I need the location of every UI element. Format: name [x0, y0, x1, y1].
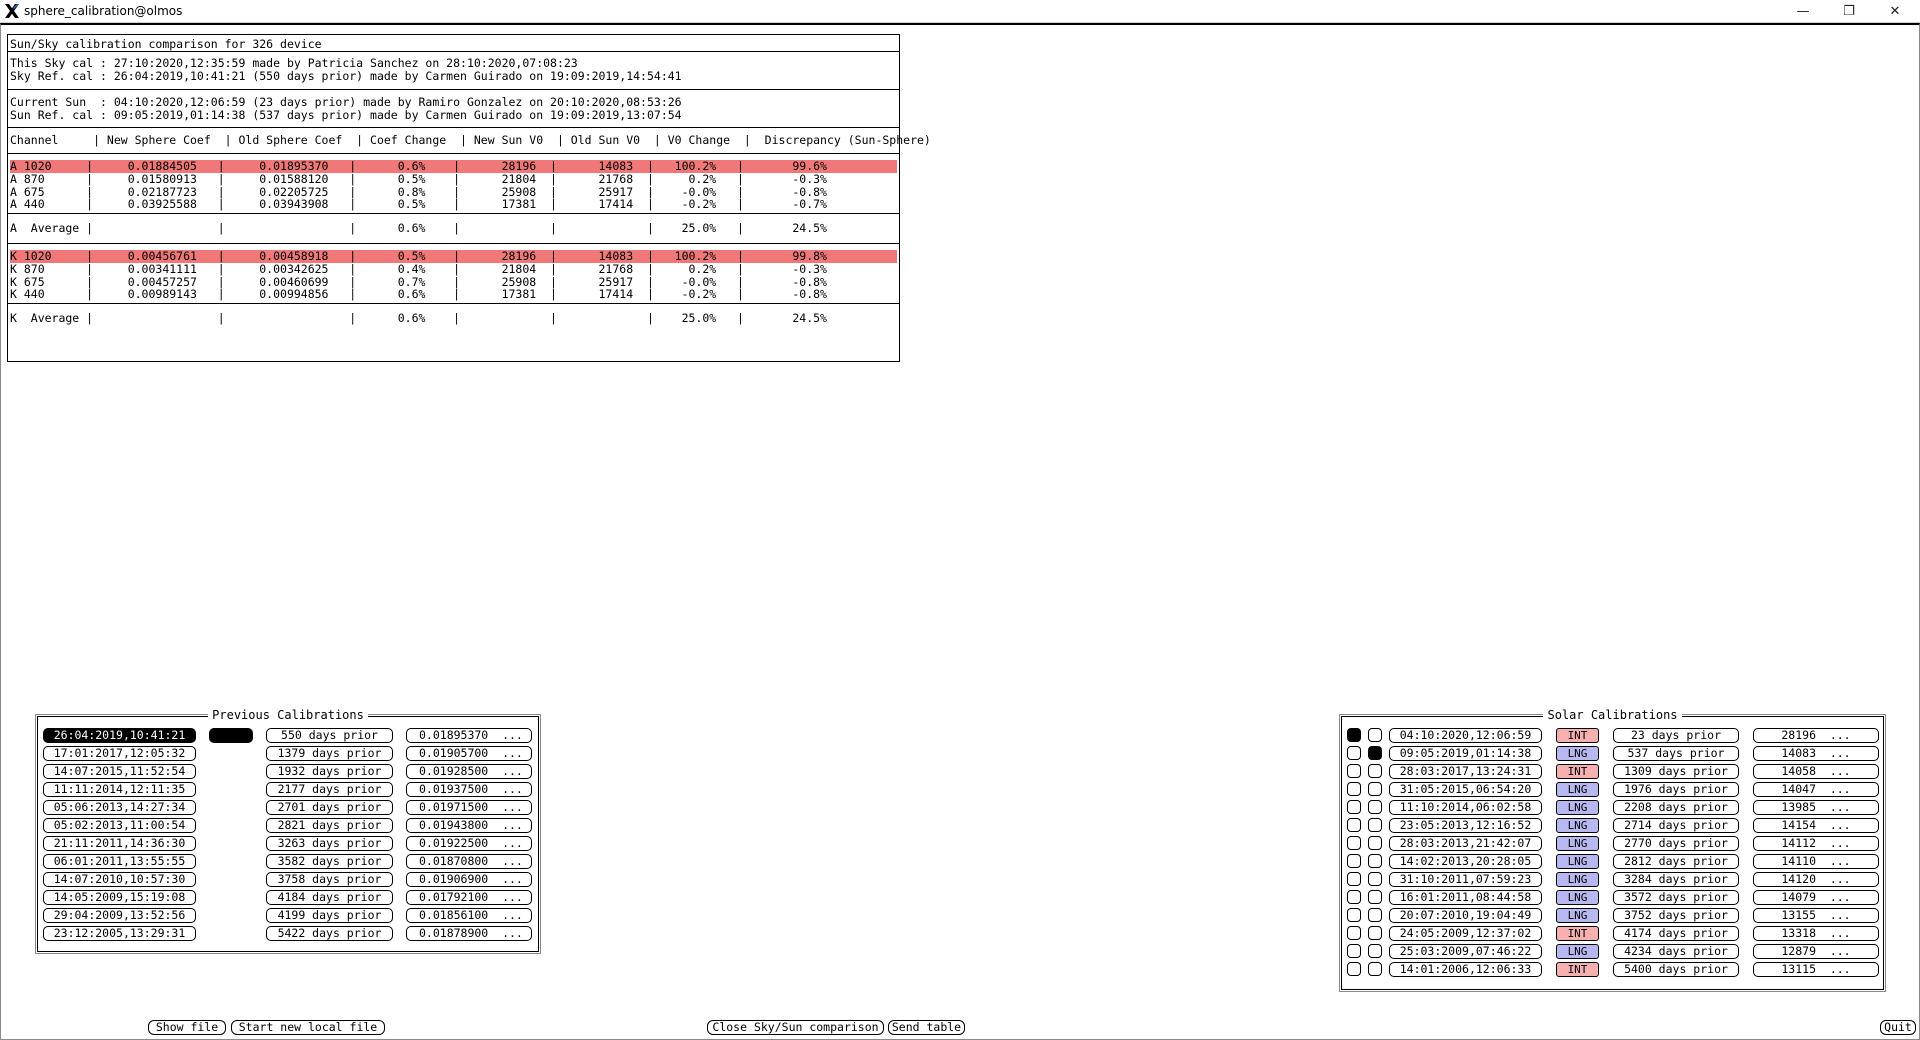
prev-cal-date-button[interactable]: 14:05:2009,15:19:08	[43, 890, 196, 905]
prev-cal-prior-label: 550 days prior	[266, 728, 393, 743]
solar-cal-date-button[interactable]: 16:01:2011,08:44:58	[1389, 890, 1542, 905]
prev-cal-coef-button[interactable]: 0.01937500 ...	[406, 782, 532, 797]
current-sun-line: Current Sun : 04:10:2020,12:06:59 (23 days prior) made by Ramiro Gonzalez on 20:10:2020,08:53:26	[10, 95, 682, 109]
solar-select-radio-a[interactable]	[1347, 746, 1361, 760]
sky-cal-line: This Sky cal : 27:10:2020,12:35:59 made by Patricia Sanchez on 28:10:2020,07:08:23	[10, 56, 578, 70]
prev-cal-date-button[interactable]: 05:02:2013,11:00:54	[43, 818, 196, 833]
solar-select-radio-a[interactable]	[1347, 944, 1361, 958]
solar-cal-prior-label: 3284 days prior	[1613, 872, 1739, 887]
table-row: K 440 | 0.00989143 | 0.00994856 | 0.6% | 17381 | 17414 | -0.2% | -0.8%	[10, 287, 827, 302]
prev-cal-date-button[interactable]: 17:01:2017,12:05:32	[43, 746, 196, 761]
solar-select-radio-a[interactable]	[1347, 800, 1361, 814]
solar-cal-v0-button[interactable]: 14047 ...	[1753, 782, 1879, 797]
solar-mode-badge: INT	[1556, 728, 1599, 743]
solar-cal-date-button[interactable]: 09:05:2019,01:14:38	[1389, 746, 1542, 761]
solar-mode-badge: INT	[1556, 962, 1599, 977]
solar-cal-prior-label: 2770 days prior	[1613, 836, 1739, 851]
solar-select-radio-a[interactable]	[1347, 728, 1361, 742]
sun-cal-info	[8, 90, 899, 128]
prev-cal-date-button[interactable]: 14:07:2015,11:52:54	[43, 764, 196, 779]
solar-select-radio-b[interactable]	[1368, 908, 1382, 922]
prev-cal-coef-button[interactable]: 0.01856100 ...	[406, 908, 532, 923]
sky-cal-info	[8, 52, 899, 90]
solar-cal-date-button[interactable]: 14:01:2006,12:06:33	[1389, 962, 1542, 977]
solar-select-radio-a[interactable]	[1347, 890, 1361, 904]
prev-cal-prior-label: 3263 days prior	[266, 836, 393, 851]
solar-cal-date-button[interactable]: 28:03:2017,13:24:31	[1389, 764, 1542, 779]
prev-cal-coef-button[interactable]: 0.01906900 ...	[406, 872, 532, 887]
prev-cal-date-button[interactable]: 06:01:2011,13:55:55	[43, 854, 196, 869]
prev-cal-prior-label: 1932 days prior	[266, 764, 393, 779]
solar-cal-prior-label: 1976 days prior	[1613, 782, 1739, 797]
a-average-row: A Average | | | 0.6% | | | 25.0% | 24.5%	[10, 221, 827, 235]
report-title: Sun/Sky calibration comparison for 326 device	[10, 37, 322, 51]
solar-select-radio-a[interactable]	[1347, 836, 1361, 850]
table-row: A 870 | 0.01580913 | 0.01588120 | 0.5% | 21804 | 21768 | 0.2% | -0.3%	[10, 171, 827, 186]
solar-cal-v0-button[interactable]: 14083 ...	[1753, 746, 1879, 761]
table-header: Channel | New Sphere Coef | Old Sphere Coef | Coef Change | New Sun V0 | Old Sun V0 | V0 Change | Discrepancy (Sun-Sphere)	[10, 133, 931, 147]
solar-cal-v0-button[interactable]: 14058 ...	[1753, 764, 1879, 779]
solar-cal-prior-label: 23 days prior	[1613, 728, 1739, 743]
solar-cal-prior-label: 3572 days prior	[1613, 890, 1739, 905]
solar-mode-badge: LNG	[1556, 800, 1599, 815]
close-icon[interactable]: ✕	[1889, 4, 1901, 19]
prev-cal-prior-label: 2177 days prior	[266, 782, 393, 797]
solar-cal-prior-label: 2208 days prior	[1613, 800, 1739, 815]
solar-select-radio-a[interactable]	[1347, 764, 1361, 778]
table-row: K 870 | 0.00341111 | 0.00342625 | 0.4% | 21804 | 21768 | 0.2% | -0.3%	[10, 261, 827, 276]
prev-cal-coef-button[interactable]: 0.01878900 ...	[406, 926, 532, 941]
solar-mode-badge: LNG	[1556, 836, 1599, 851]
solar-mode-badge: LNG	[1556, 854, 1599, 869]
solar-select-radio-a[interactable]	[1347, 818, 1361, 832]
prev-cal-prior-label: 5422 days prior	[266, 926, 393, 941]
solar-cal-prior-label: 2714 days prior	[1613, 818, 1739, 833]
solar-select-radio-a[interactable]	[1347, 962, 1361, 976]
solar-select-radio-b[interactable]	[1368, 782, 1382, 796]
solar-mode-badge: LNG	[1556, 782, 1599, 797]
k-average-row: K Average | | | 0.6% | | | 25.0% | 24.5%	[10, 311, 827, 325]
table-row: K 1020 | 0.00456761 | 0.00458918 | 0.5% | 28196 | 14083 | 100.2% | 99.8%	[10, 250, 897, 263]
prev-cal-selected-indicator	[209, 728, 253, 743]
solar-cal-prior-label: 4234 days prior	[1613, 944, 1739, 959]
show-file-button[interactable]: Show file	[148, 1020, 226, 1035]
solar-cal-date-button[interactable]: 24:05:2009,12:37:02	[1389, 926, 1542, 941]
prev-cal-prior-label: 2821 days prior	[266, 818, 393, 833]
prev-cal-date-button[interactable]: 26:04:2019,10:41:21	[43, 728, 196, 743]
solar-cal-date-button[interactable]: 28:03:2013,21:42:07	[1389, 836, 1542, 851]
solar-cal-prior-label: 5400 days prior	[1613, 962, 1739, 977]
solar-select-radio-b[interactable]	[1368, 890, 1382, 904]
prev-cal-prior-label: 2701 days prior	[266, 800, 393, 815]
solar-select-radio-a[interactable]	[1347, 782, 1361, 796]
window-title: sphere_calibration@olmos	[24, 4, 183, 18]
prev-cal-date-button[interactable]: 23:12:2005,13:29:31	[43, 926, 196, 941]
prev-cal-coef-button[interactable]: 0.01870800 ...	[406, 854, 532, 869]
solar-select-radio-b[interactable]	[1368, 764, 1382, 778]
prev-cal-coef-button[interactable]: 0.01922500 ...	[406, 836, 532, 851]
solar-select-radio-b[interactable]	[1368, 746, 1382, 760]
solar-cal-v0-button[interactable]: 13155 ...	[1753, 908, 1879, 923]
prev-cal-date-button[interactable]: 21:11:2011,14:36:30	[43, 836, 196, 851]
close-comparison-button[interactable]: Close Sky/Sun comparison	[707, 1020, 884, 1035]
solar-cal-date-button[interactable]: 31:10:2011,07:59:23	[1389, 872, 1542, 887]
prev-cal-date-button[interactable]: 11:11:2014,12:11:35	[43, 782, 196, 797]
solar-cal-date-button[interactable]: 25:03:2009,07:46:22	[1389, 944, 1542, 959]
solar-cal-v0-button[interactable]: 13318 ...	[1753, 926, 1879, 941]
quit-button[interactable]: Quit	[1880, 1020, 1916, 1035]
solar-mode-badge: INT	[1556, 764, 1599, 779]
x11-logo-icon	[4, 3, 20, 19]
prev-cal-date-button[interactable]: 29:04:2009,13:52:56	[43, 908, 196, 923]
solar-select-radio-a[interactable]	[1347, 908, 1361, 922]
solar-select-radio-a[interactable]	[1347, 854, 1361, 868]
solar-mode-badge: INT	[1556, 926, 1599, 941]
solar-select-radio-b[interactable]	[1368, 800, 1382, 814]
solar-cal-prior-label: 3752 days prior	[1613, 908, 1739, 923]
solar-calibrations-title: Solar Calibrations	[1543, 708, 1681, 722]
solar-cal-v0-button[interactable]: 14079 ...	[1753, 890, 1879, 905]
solar-cal-date-button[interactable]: 11:10:2014,06:02:58	[1389, 800, 1542, 815]
previous-calibrations-title: Previous Calibrations	[208, 708, 368, 722]
solar-select-radio-b[interactable]	[1368, 728, 1382, 742]
solar-select-radio-a[interactable]	[1347, 926, 1361, 940]
solar-cal-prior-label: 537 days prior	[1613, 746, 1739, 761]
solar-select-radio-a[interactable]	[1347, 872, 1361, 886]
solar-mode-badge: LNG	[1556, 890, 1599, 905]
solar-cal-v0-button[interactable]: 14120 ...	[1753, 872, 1879, 887]
solar-mode-badge: LNG	[1556, 872, 1599, 887]
solar-select-radio-b[interactable]	[1368, 962, 1382, 976]
sky-ref-line: Sky Ref. cal : 26:04:2019,10:41:21 (550 days prior) made by Carmen Guirado on 19:09:2019,14:54:41	[10, 68, 682, 83]
solar-cal-date-button[interactable]: 20:07:2010,19:04:49	[1389, 908, 1542, 923]
solar-select-radio-b[interactable]	[1368, 926, 1382, 940]
table-row: A 440 | 0.03925588 | 0.03943908 | 0.5% | 17381 | 17414 | -0.2% | -0.7%	[10, 197, 827, 212]
solar-cal-v0-button[interactable]: 28196 ...	[1753, 728, 1879, 743]
send-table-button[interactable]: Send table	[888, 1020, 965, 1035]
solar-select-radio-b[interactable]	[1368, 854, 1382, 868]
solar-cal-v0-button[interactable]: 12879 ...	[1753, 944, 1879, 959]
solar-cal-v0-button[interactable]: 14154 ...	[1753, 818, 1879, 833]
solar-cal-v0-button[interactable]: 14110 ...	[1753, 854, 1879, 869]
sun-ref-line: Sun Ref. cal : 09:05:2019,01:14:38 (537 days prior) made by Carmen Guirado on 19:09:2019,13:07:54	[10, 107, 682, 122]
solar-cal-v0-button[interactable]: 13985 ...	[1753, 800, 1879, 815]
solar-cal-v0-button[interactable]: 13115 ...	[1753, 962, 1879, 977]
title-bar	[0, 0, 1920, 23]
solar-cal-prior-label: 2812 days prior	[1613, 854, 1739, 869]
k-channel-rows	[8, 244, 899, 304]
table-row: A 1020 | 0.01884505 | 0.01895370 | 0.6% | 28196 | 14083 | 100.2% | 99.6%	[10, 160, 897, 173]
solar-cal-date-button[interactable]: 31:05:2015,06:54:20	[1389, 782, 1542, 797]
solar-select-radio-b[interactable]	[1368, 872, 1382, 886]
solar-mode-badge: LNG	[1556, 746, 1599, 761]
minimize-icon[interactable]: —	[1796, 4, 1810, 19]
table-row: K 675 | 0.00457257 | 0.00460699 | 0.7% | 25908 | 25917 | -0.0% | -0.8%	[10, 274, 827, 289]
solar-cal-v0-button[interactable]: 14112 ...	[1753, 836, 1879, 851]
prev-cal-coef-button[interactable]: 0.01792100 ...	[406, 890, 532, 905]
prev-cal-coef-button[interactable]: 0.01943800 ...	[406, 818, 532, 833]
solar-cal-prior-label: 1309 days prior	[1613, 764, 1739, 779]
prev-cal-prior-label: 3582 days prior	[266, 854, 393, 869]
solar-mode-badge: LNG	[1556, 818, 1599, 833]
calibration-report	[7, 34, 931, 362]
start-new-local-file-button[interactable]: Start new local file	[231, 1020, 385, 1035]
solar-cal-prior-label: 4174 days prior	[1613, 926, 1739, 941]
solar-select-radio-b[interactable]	[1368, 836, 1382, 850]
prev-cal-coef-button[interactable]: 0.01971500 ...	[406, 800, 532, 815]
solar-select-radio-b[interactable]	[1368, 944, 1382, 958]
prev-cal-coef-button[interactable]: 0.01905700 ...	[406, 746, 532, 761]
prev-cal-prior-label: 3758 days prior	[266, 872, 393, 887]
solar-cal-date-button[interactable]: 14:02:2013,20:28:05	[1389, 854, 1542, 869]
prev-cal-date-button[interactable]: 05:06:2013,14:27:34	[43, 800, 196, 815]
a-channel-rows	[8, 154, 899, 214]
solar-select-radio-b[interactable]	[1368, 818, 1382, 832]
solar-cal-date-button[interactable]: 04:10:2020,12:06:59	[1389, 728, 1542, 743]
prev-cal-prior-label: 4199 days prior	[266, 908, 393, 923]
prev-cal-coef-button[interactable]: 0.01895370 ...	[406, 728, 532, 743]
prev-cal-prior-label: 4184 days prior	[266, 890, 393, 905]
prev-cal-coef-button[interactable]: 0.01928500 ...	[406, 764, 532, 779]
table-row: A 675 | 0.02187723 | 0.02205725 | 0.8% | 25908 | 25917 | -0.0% | -0.8%	[10, 184, 827, 199]
solar-cal-date-button[interactable]: 23:05:2013,12:16:52	[1389, 818, 1542, 833]
prev-cal-date-button[interactable]: 14:07:2010,10:57:30	[43, 872, 196, 887]
solar-mode-badge: LNG	[1556, 944, 1599, 959]
prev-cal-prior-label: 1379 days prior	[266, 746, 393, 761]
restore-icon[interactable]: ❐	[1843, 4, 1855, 19]
solar-mode-badge: LNG	[1556, 908, 1599, 923]
